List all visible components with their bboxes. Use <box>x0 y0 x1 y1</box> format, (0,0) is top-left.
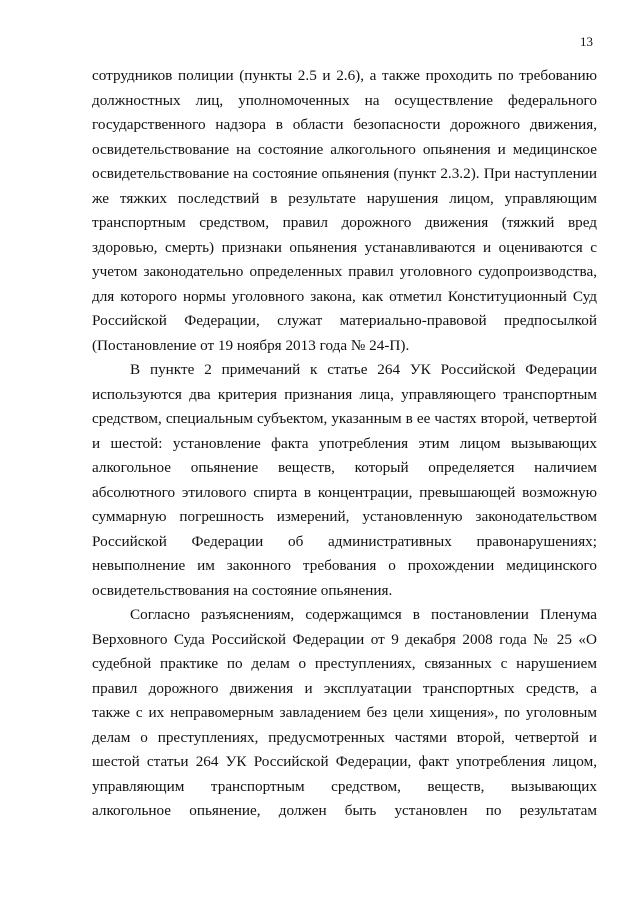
text-line: для которого нормы уголовного закона, как отметил Конституционный Суд <box>92 287 597 305</box>
text-line: управляющим транспортным средством, веществ, вызывающих <box>92 777 597 795</box>
text-line: алкогольное опьянение, должен быть установлен по результатам <box>92 802 597 819</box>
text-line: абсолютного этилового спирта в концентрации, превышающей возможную <box>92 483 597 501</box>
text-line: освидетельствования на состояние опьянения. <box>92 581 393 599</box>
text-line: учетом законодательно определенных правил уголовного судопроизводства, <box>92 263 597 280</box>
text-line: суммарную погрешность измерений, установленную законодательством <box>92 508 597 525</box>
text-line: шестой статьи 264 УК Российской Федерации, факт употребления лицом, <box>92 753 597 770</box>
text-line: алкогольное опьянение веществ, который определяется наличием <box>92 459 597 476</box>
text-line: сотрудников полиции (пункты 2.5 и 2.6), а также проходить по требованию <box>92 67 597 84</box>
text-line: Российской Федерации об административных правонарушениях; <box>92 532 597 550</box>
text-line: также с их неправомерным завладением без цели хищения», по уголовным <box>92 704 597 721</box>
text-line: же тяжких последствий в результате нарушения лицом, управляющим <box>92 189 597 207</box>
text-line: В пункте 2 примечаний к статье 264 УК Российской Федерации <box>130 361 597 378</box>
text-line: Согласно разъяснениям, содержащимся в постановлении Пленума <box>130 606 597 623</box>
text-line: и шестой: установление факта употребления этим лицом вызывающих <box>92 434 597 452</box>
text-line: (Постановление от 19 ноября 2013 года № 24-П). <box>92 336 410 354</box>
text-line: используются два критерия признания лица, управляющего транспортным <box>92 385 597 403</box>
text-line: средством, специальным субъектом, указанным в ее частях второй, четвертой <box>92 410 597 427</box>
document-body <box>92 64 597 824</box>
text-line: судебной практике по делам о преступлениях, связанных с нарушением <box>92 655 597 672</box>
text-line: освидетельствование на состояние алкогольного опьянения и медицинское <box>92 140 597 158</box>
text-line: должностных лиц, уполномоченных на осуществление федерального <box>92 91 597 109</box>
text-line: Российской Федерации, служат материально-правовой предпосылкой <box>92 312 597 329</box>
page-number: 13 <box>580 34 593 49</box>
text-line: невыполнение им законного требования о прохождении медицинского <box>92 557 597 574</box>
text-line: здоровью, смерть) признаки опьянения устанавливаются и оцениваются с <box>92 238 597 256</box>
text-line: правил дорожного движения и эксплуатации транспортных средств, а <box>92 679 597 697</box>
text-line: делам о преступлениях, предусмотренных частями второй, четвертой и <box>92 728 597 746</box>
text-line: освидетельствование на состояние опьянения (пункт 2.3.2). При наступлении <box>92 165 597 182</box>
text-line: транспортным средством, правил дорожного движения (тяжкий вред <box>92 214 597 231</box>
text-line: государственного надзора в области безопасности дорожного движения, <box>92 116 597 133</box>
text-line: Верховного Суда Российской Федерации от 9 декабря 2008 года № 25 «О <box>92 630 597 648</box>
